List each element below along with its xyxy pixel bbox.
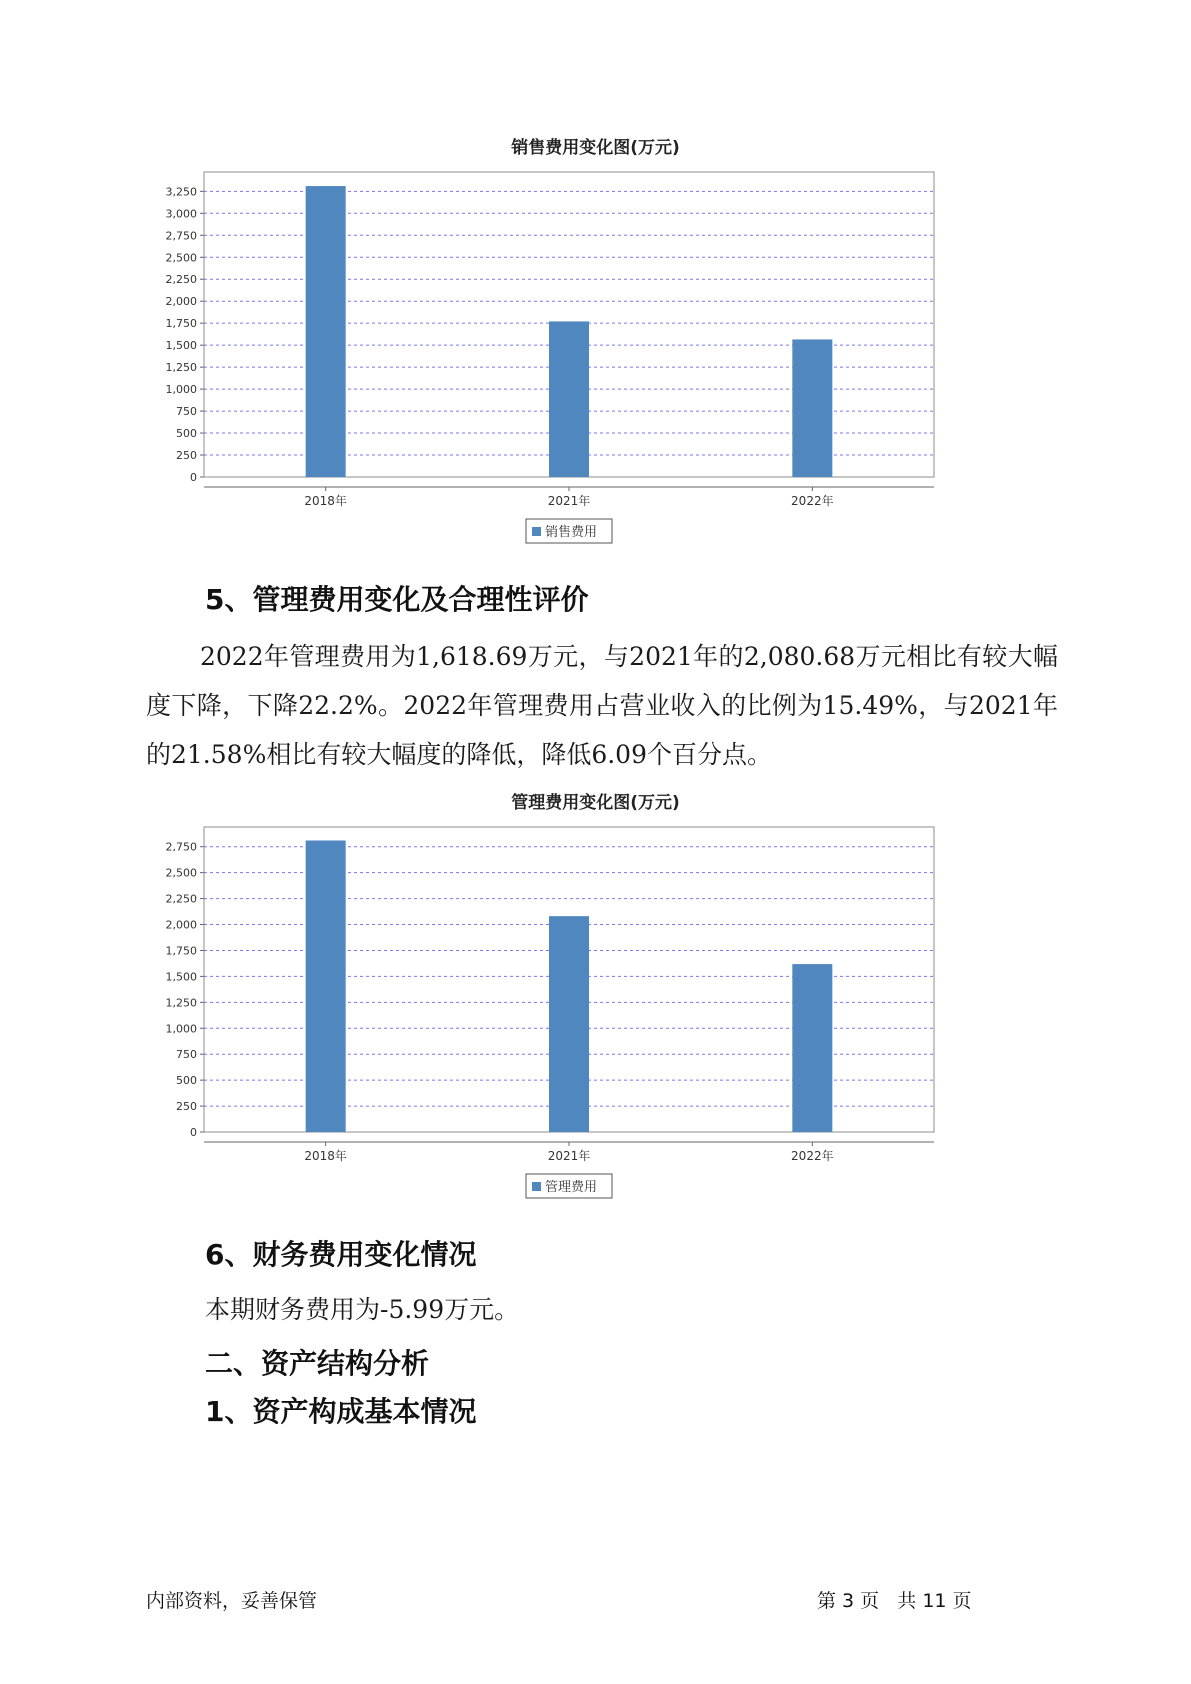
legend-label: 销售费用 [545, 525, 598, 540]
y-tick-label: 500 [176, 1074, 197, 1088]
y-tick-label: 2,000 [165, 295, 197, 309]
legend-label: 管理费用 [545, 1180, 598, 1195]
y-tick-label: 1,500 [165, 339, 197, 353]
y-tick-label: 2,250 [165, 892, 197, 906]
y-tick-label: 1,250 [165, 996, 197, 1010]
x-tick-label: 2021年 [547, 1149, 591, 1163]
y-tick-label: 2,750 [165, 840, 197, 854]
y-tick-label: 2,000 [165, 918, 197, 932]
section6-paragraph: 本期财务费用为-5.99万元。 [205, 1295, 520, 1324]
management-expense-chart [150, 815, 1050, 1210]
legend-swatch [532, 527, 541, 536]
legend-swatch [532, 1182, 541, 1191]
y-tick-label: 2,500 [165, 866, 197, 880]
y-tick-label: 1,500 [165, 970, 197, 984]
y-tick-label: 2,250 [165, 273, 197, 287]
footer-confidential-note: 内部资料，妥善保管 [146, 1590, 318, 1612]
section6-heading: 6、财务费用变化情况 [205, 1238, 477, 1271]
sales-expense-chart [150, 160, 1050, 555]
y-tick-label: 250 [176, 1100, 197, 1114]
bar [792, 339, 832, 477]
y-tick-label: 1,750 [165, 317, 197, 331]
bar [306, 840, 346, 1132]
x-tick-label: 2018年 [304, 1149, 347, 1163]
y-tick-label: 1,750 [165, 944, 197, 958]
y-tick-label: 1,000 [165, 383, 197, 397]
sales-chart-title: 销售费用变化图(万元) [511, 138, 680, 158]
y-tick-label: 1,250 [165, 361, 197, 375]
section5-heading: 5、管理费用变化及合理性评价 [205, 583, 589, 616]
x-tick-label: 2022年 [791, 1149, 834, 1163]
part2-subheading: 1、资产构成基本情况 [205, 1395, 477, 1428]
bar [792, 964, 832, 1132]
y-tick-label: 0 [190, 1126, 197, 1139]
y-tick-label: 500 [176, 427, 197, 441]
y-tick-label: 750 [176, 405, 197, 419]
y-tick-label: 2,750 [165, 229, 197, 243]
x-tick-label: 2021年 [547, 494, 591, 508]
y-tick-label: 0 [190, 471, 197, 484]
y-tick-label: 250 [176, 449, 197, 463]
bar [306, 186, 346, 477]
y-tick-label: 3,000 [165, 207, 197, 221]
bar [549, 916, 589, 1132]
footer-page-number: 第 3 页 共 11 页 [817, 1590, 972, 1612]
part2-heading: 二、资产结构分析 [205, 1347, 430, 1380]
mgmt-chart-title: 管理费用变化图(万元) [511, 793, 680, 813]
y-tick-label: 3,250 [165, 185, 197, 199]
x-tick-label: 2022年 [791, 494, 834, 508]
y-tick-label: 1,000 [165, 1022, 197, 1036]
y-tick-label: 750 [176, 1048, 197, 1062]
bar [549, 321, 589, 477]
y-tick-label: 2,500 [165, 251, 197, 265]
x-tick-label: 2018年 [304, 494, 347, 508]
section5-paragraph: 2022年管理费用为1,618.69万元，与2021年的2,080.68万元相比有较大幅度下降，下降22.2%。2022年管理费用占营业收入的比例为15.49%，与2021年的21.58%相比有较大幅度的降低，降低6.09个百分点。 [146, 642, 1058, 769]
